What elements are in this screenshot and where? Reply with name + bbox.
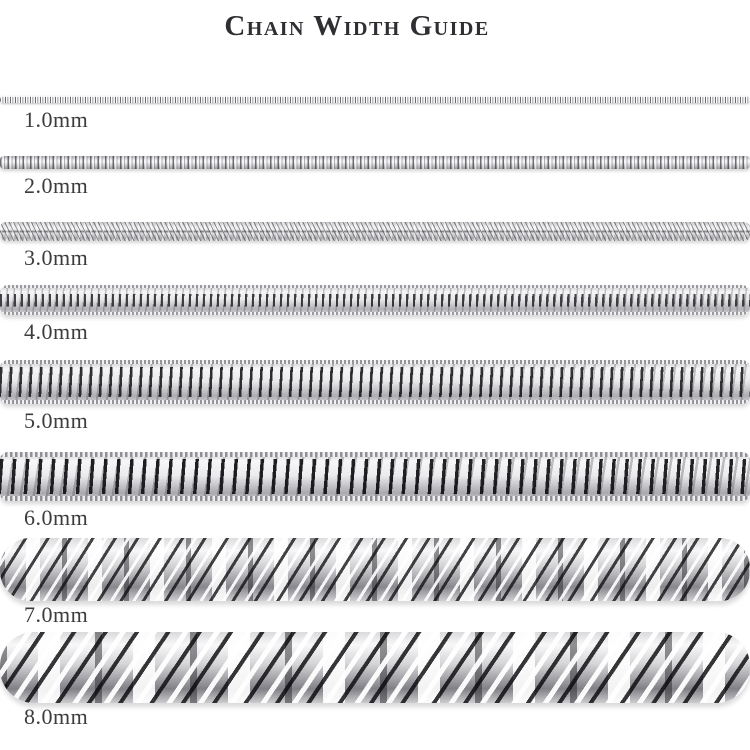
rope-chain-photo [0, 538, 750, 601]
snake-chain-photo [0, 452, 750, 501]
snake-chain-photo [0, 285, 750, 315]
page-title: Chain Width Guide [224, 10, 490, 42]
chain-width-label: 5.0mm [24, 408, 89, 433]
chain-width-label: 7.0mm [24, 602, 89, 627]
snake-chain-photo [0, 222, 750, 241]
fine-cable-chain-photo [0, 96, 750, 103]
box-link-chain-photo [0, 156, 750, 169]
chain-width-label: 2.0mm [24, 173, 89, 198]
chain-width-label: 8.0mm [24, 704, 89, 729]
chain-width-label: 1.0mm [24, 107, 89, 132]
chain-width-label: 6.0mm [24, 505, 89, 530]
chain-width-label: 4.0mm [24, 319, 89, 344]
rope-chain-photo [0, 632, 750, 703]
snake-chain-photo [0, 360, 750, 404]
chain-width-label: 3.0mm [24, 245, 89, 270]
